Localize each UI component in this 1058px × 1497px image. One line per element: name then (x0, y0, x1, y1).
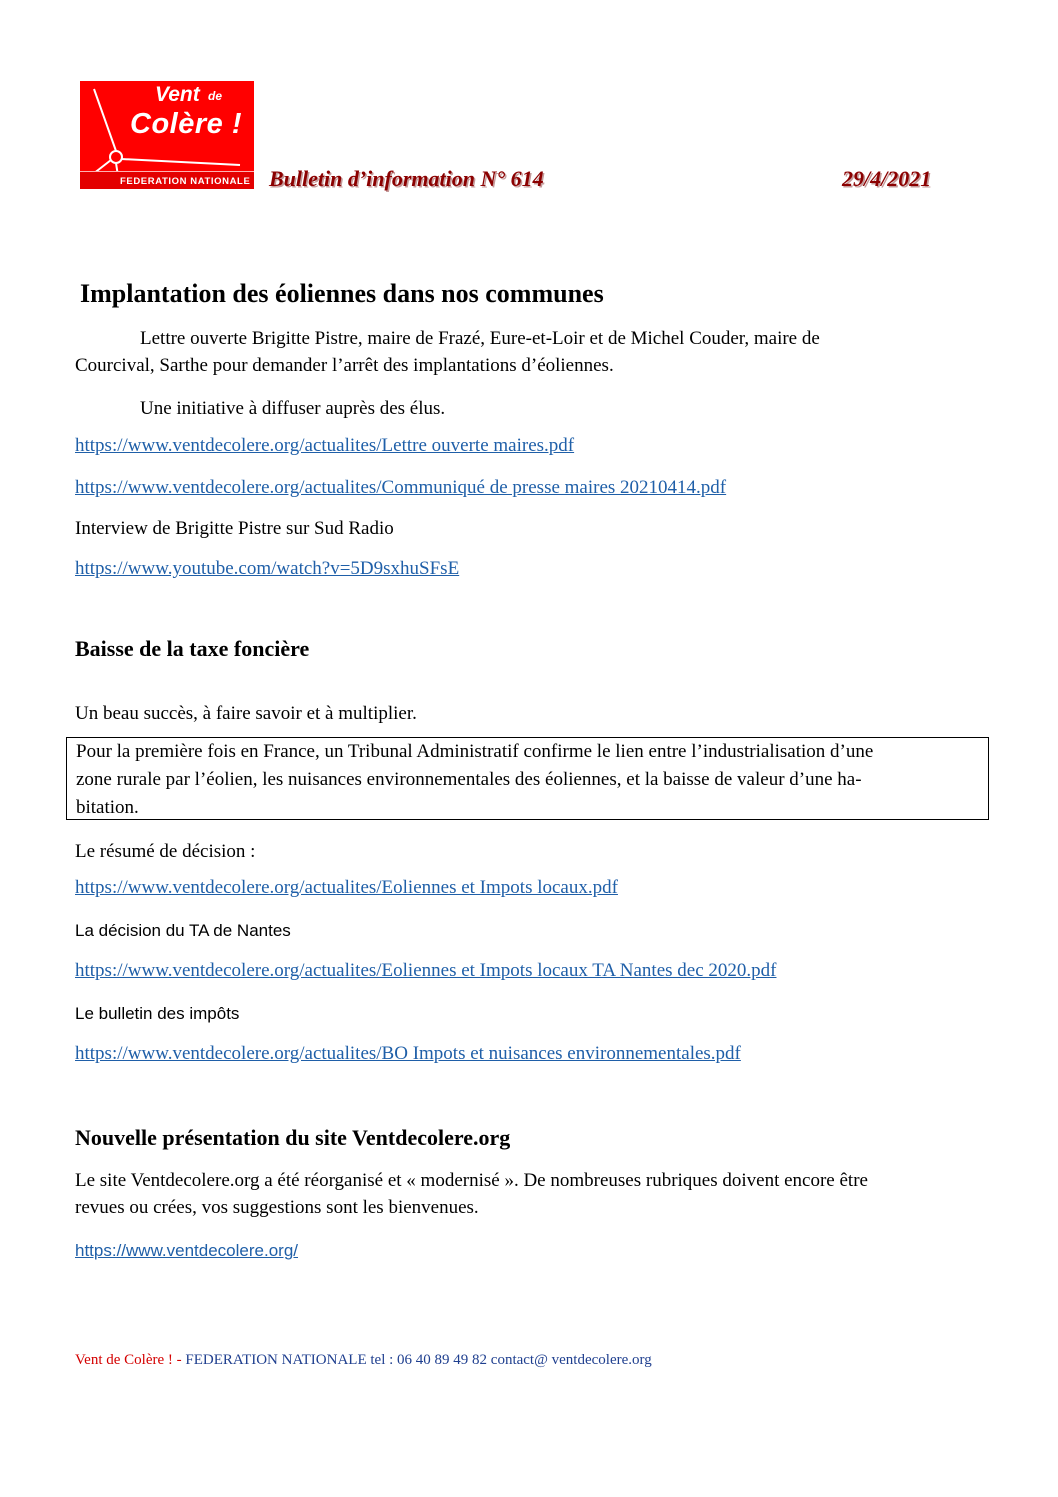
section-title-taxe-fonciere: Baisse de la taxe foncière (75, 636, 310, 661)
link-decision-ta-nantes[interactable]: https://www.ventdecolere.org/actualites/Eoliennes et Impots locaux TA Nantes dec 2020.pdf (75, 960, 777, 981)
paragraph-line: Lettre ouverte Brigitte Pistre, maire de Frazé, Eure-et-Loir et de Michel Couder, maire de (140, 328, 820, 349)
page-footer (75, 1352, 652, 1369)
paragraph-line: Le site Ventdecolere.org a été réorganisé et « modernisé ». De nombreuses rubriques doivent encore être (75, 1170, 868, 1191)
interview-text: Interview de Brigitte Pistre sur Sud Radio (75, 518, 394, 539)
bulletin-number: Bulletin d’information N° 614 (269, 166, 544, 191)
link-bulletin-impots[interactable]: https://www.ventdecolere.org/actualites/BO Impots et nuisances environnementales.pdf (75, 1043, 741, 1064)
section-title-nouvelle-presentation: Nouvelle présentation du site Ventdecolere.org (75, 1125, 511, 1150)
box-line: bitation. (76, 797, 139, 818)
intro-text: Un beau succès, à faire savoir et à multiplier. (75, 703, 417, 724)
resume-label: Le résumé de décision : (75, 841, 256, 862)
footer-contact: FEDERATION NATIONALE tel : 06 40 89 49 82 contact@ ventdecolere.org (185, 1352, 652, 1368)
vent-de-colere-logo (80, 81, 254, 189)
box-line: zone rurale par l’éolien, les nuisances environnementales des éoliennes, et la baisse de valeur d’une ha- (76, 769, 862, 790)
logo-word-vent: Vent (155, 83, 200, 106)
initiative-text: Une initiative à diffuser auprès des élus. (140, 398, 446, 419)
paragraph-line: Courcival, Sarthe pour demander l’arrêt des implantations d’éoliennes. (75, 355, 614, 376)
link-communique-presse[interactable]: https://www.ventdecolere.org/actualites/Communiqué de presse maires 20210414.pdf (75, 477, 727, 498)
link-site-ventdecolere[interactable]: https://www.ventdecolere.org/ (75, 1241, 299, 1260)
bulletin-date: 29/4/2021 (842, 166, 932, 191)
logo-federation-text: FEDERATION NATIONALE (120, 176, 251, 187)
footer-org: Vent de Colère ! - (75, 1352, 182, 1368)
paragraph-line: revues ou crées, vos suggestions sont les bienvenues. (75, 1197, 479, 1218)
bulletin-impots-label: Le bulletin des impôts (75, 1004, 240, 1023)
logo-word-colere: Colère ! (130, 108, 242, 140)
highlight-box (66, 737, 989, 820)
box-line: Pour la première fois en France, un Tribunal Administratif confirme le lien entre l’industrialisation d’une (76, 741, 874, 762)
link-resume-decision[interactable]: https://www.ventdecolere.org/actualites/Eoliennes et Impots locaux.pdf (75, 877, 618, 898)
link-youtube-interview[interactable]: https://www.youtube.com/watch?v=5D9sxhuSFsE (75, 558, 460, 579)
logo-word-de: de (208, 89, 223, 103)
link-lettre-ouverte[interactable]: https://www.ventdecolere.org/actualites/Lettre ouverte maires.pdf (75, 435, 575, 456)
decision-label: La décision du TA de Nantes (75, 921, 291, 940)
logo-banner (80, 171, 254, 189)
section-title-implantation: Implantation des éoliennes dans nos communes (80, 279, 604, 308)
